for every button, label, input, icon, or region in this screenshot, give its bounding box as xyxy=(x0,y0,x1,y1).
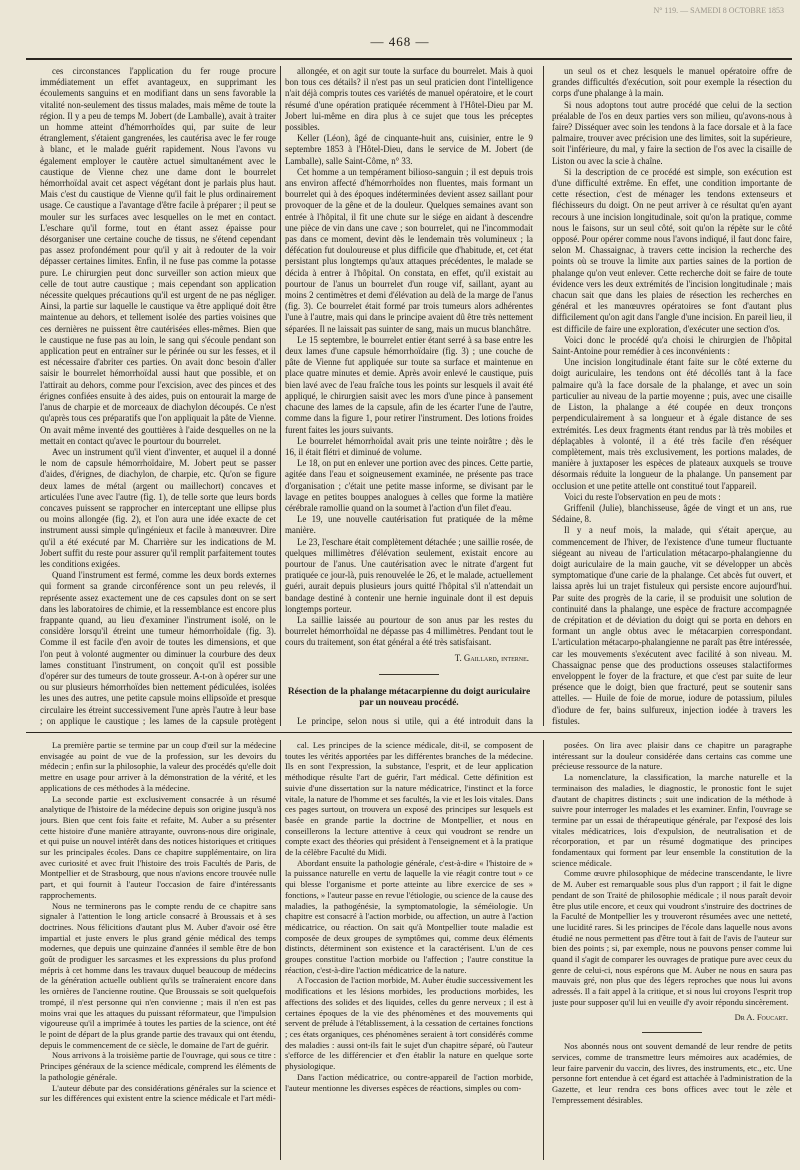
paragraph: La saillie laissée au pourtour de son anus par les restes du bourrelet hémorrhoïdal ne dépasse pas 4 millimètres. Pendant tout le cours du traitement, son état général a été très satisfaisant. xyxy=(285,614,533,648)
paragraph: Nous ne terminerons pas le compte rendu de ce chapitre sans signaler à l'attention le long article consacré à Broussais et à ses doctrines. Nous félicitions d'autant plus M. Auber d'avoir osé être impartial et juste envers le plus grand génie médical des temps modernes, que depuis une quinzaine d'années il semble être de bon goût de prodiguer les sarcasmes et les expressions du plus profond mépris à cet homme dans les travaux duquel beaucoup de médecins de la génération actuelle oublient qu'ils se traîneraient encore dans les ornières de l'ancienne routine. Que Broussais se soit quelquefois trompé, il n'est personne qui n'en convienne ; mais il n'en est pas moins vrai que les attaques du puissant réformateur, que l'impulsion vigoureuse qu'il a imprimée à toutes les parties de la science, ont été le point de départ de la plus grande partie des travaux qui ont étendu, depuis le commencement de ce siècle, le domaine de l'art de guérir. xyxy=(40,900,276,1050)
column-divider xyxy=(543,740,544,1160)
review-column-3 xyxy=(552,740,792,1160)
article-heading: Résection de la phalange métacarpienne du doigt auriculaire par un nouveau procédé. xyxy=(287,686,531,709)
paragraph: Le bourrelet hémorrhoïdal avait pris une teinte noirâtre ; dès le 16, il était flétri et diminué de volume. xyxy=(285,435,533,457)
column-divider xyxy=(543,66,544,726)
article-column-3 xyxy=(552,66,792,726)
paragraph: Keller (Léon), âgé de cinquante-huit ans, cuisinier, entre le 9 septembre 1853 à l'Hôtel-Dieu, dans le service de M. Jobert (de Lamballe), salle Saint-Côme, n° 33. xyxy=(285,133,533,166)
notice-paragraph: Nos abonnés nous ont souvent demandé de leur rendre de petits services, comme de transmettre leurs mémoires aux académies, de leur faire parvenir du vaccin, des livres, des instruments, etc., etc. Une personne fort entendue à cet égard est attachée à l'administration de la Gazette, et leur rendra ces bons offices avec tout le zèle et l'empressement désirables. xyxy=(552,1041,792,1105)
page-number: — 468 — xyxy=(370,34,430,49)
paragraph: Si nous adoptons tout autre procédé que celui de la section préalable de l'os en deux parties vers son milieu, qu'avons-nous à faire? Disséquer avec soin les tendons à la face dorsale et à la face palmaire, trouver avec précision une des limites, soit la supérieure, soit l'inférieure, du mal, y faire la section de l'os avec la cisaille de Liston ou avec la scie à chaîne. xyxy=(552,99,792,166)
top-rule xyxy=(26,58,792,60)
paragraph: Le 19, une nouvelle cautérisation fut pratiquée de la même manière. xyxy=(285,514,533,536)
paragraph: L'auteur débute par des considérations générales sur la science et sur les différences qui existent entre la science médicale et l'art médi- xyxy=(40,1082,276,1104)
header-mark-right: N° 119. — SAMEDI 8 OCTOBRE 1853 xyxy=(653,6,784,15)
column-divider xyxy=(280,740,281,1160)
feuilleton-rule xyxy=(26,732,792,733)
section-separator xyxy=(642,1032,702,1033)
paragraph: ces circonstances l'application du fer rouge procure immédiatement un effet avantageux, en supprimant les écoulements sanguins et en modifiant dans un sens favorable la vitalité non-seulement des tissus malades, mais même de toute la région. Il y a peu de temps M. Jobert (de Lamballe), avait à traiter un homme atteint d'hémorrhoïdes qui, par suite de leur étranglement, s'étaient gangrenées, les cautérisa avec le fer rouge à blanc, et le malade guérit rapidement. Nous l'avons vu également employer le cautère actuel simultanément avec le caustique de Vienne chez une dame dont le bourrelet hémorrhoïdal avait cet aspect végétant dont je parlais plus haut. Mais c'est du caustique de Vienne qu'il fait le plus ordinairement usage. Ce caustique a l'avantage d'être facile à préparer ; il peut se mouler sur les surfaces avec lesquelles on le met en contact. L'eschare qu'il forme, tout en étant assez épaisse pour désorganiser une certaine couche de tissus, ne s'étend cependant pas assez profondément pour qu'il y ait à redouter de la voir dépasser certaines limites. Enfin, il ne fuse pas comme la potasse pure. Le chirurgien peut donc surveiller son action mieux que celle de tout autre caustique ; mais cependant son application nécessite quelques précautions qu'il est urgent de ne pas négliger. Ainsi, la partie sur laquelle le caustique va être appliqué doit être maintenue au dehors, et tellement isolée des parties voisines que ces dernières ne puissent être cautérisées elles-mêmes. Bien que le caustique ne fuse pas au loin, le sang qui s'écoule pendant son application peut en entraîner sur le périnée ou sur les fesses, et il est nécessaire d'abriter ces parties. On avait donc besoin d'aller saisir le bourrelet hémorrhoïdal aussi haut que possible, et on l'attirait au dehors, comme pour l'excision, avec des pinces et des érignes confiées ensuite à des aides, puis on entourait la marge de l'anus de charpie et de morceaux de diachylon découpés. Ce n'est qu'après tous ces préparatifs que l'on appliquait la pâte de Vienne. On avait même inventé des gouttières à l'aide desquelles on ne la mettait en contact qu'avec le pourtour du bourrelet. xyxy=(40,66,276,446)
paragraph: Nous arrivons à la troisième partie de l'ouvrage, qui sous ce titre : Principes généraux de la science médicale, comprend les éléments de la pathologie générale. xyxy=(40,1050,276,1082)
review-signature: Dr A. Foucart. xyxy=(734,1011,788,1022)
article-signature: T. Gaillard, interne. xyxy=(454,652,529,663)
article-column-2 xyxy=(285,66,533,726)
review-column-2 xyxy=(285,740,533,1160)
paragraph: La première partie se termine par un coup d'œil sur la médecine envisagée au point de vue de la profession, sur les devoirs du médecin ; enfin sur la philosophie, la valeur des procédés qu'elle doit mettre en usage pour arriver à la démonstration de la vérité, et les applications de ces méthodes à la médecine. xyxy=(40,740,276,793)
paragraph: La seconde partie est exclusivement consacrée à un résumé analytique de l'histoire de la médecine depuis son origine jusqu'à nos jours. Bien que cent fois faite et refaite, M. Auber a su présenter cette histoire d'une manière attrayante, ouvrons-nous dire originale, et qui puise un nouvel intérêt dans des notices historiques et critiques sur les principales écoles. Dans ce chapitre supplémentaire, on lira avec curiosité et avec fruit l'histoire des trois Facultés de Paris, de Montpellier et de Strasbourg, que nous n'avions encore trouvée nulle part, et qui fournit à l'auteur l'occasion de faire d'intéressants rapprochements. xyxy=(40,793,276,900)
paragraph: Griffenil (Julie), blanchisseuse, âgée de vingt et un ans, rue Sédaine, 8. xyxy=(552,502,792,525)
column-divider xyxy=(280,66,281,726)
paragraph: Voici donc le procédé qu'a choisi le chirurgien de l'hôpital Saint-Antoine pour remédier à ces inconvénients : xyxy=(552,334,792,357)
paragraph: Si la description de ce procédé est simple, son exécution est d'une difficulté extrême. En effet, une condition importante de cette résection, c'est de ménager les tendons extenseurs et fléchisseurs du doigt. On ne peut arriver à ce résultat qu'en ayant recours à une incision longitudinale, soit qu'on la pratique, comme nous le faisons, sur un seul côté, soit qu'on la répète sur le côté opposé. Pour opérer comme nous l'avons indiqué, il faut donc faire, selon M. Chassaignac, à travers cette incision la recherche des points où se trouve la limite aux parties saines de la portion de phalange qu'on veut enlever. Cette recherche doit se faire de toute évidence vers les deux extrémités de l'incision longitudinale ; mais chacun sait que dans les plaies de résection les recherches en général et les manœuvres opératoires se font d'autant plus difficilement qu'on agit dans l'angle d'une incision. En pareil lieu, il est difficile de faire une exploration, d'exécuter une section d'os. xyxy=(552,166,792,334)
paragraph: Voici du reste l'observation en peu de mots : xyxy=(564,491,721,502)
paragraph: Avec un instrument qu'il vient d'inventer, et auquel il a donné le nom de capsule hémorrhoïdaire, M. Jobert peut se passer d'aides, d'érignes, de diachylon, de charpie, etc. Qu'on se figure deux lames de métal (argent ou maillechort) concaves et articulées l'une avec l'autre (fig. 1), de telle sorte que leurs bords concaves puissent se rapprocher en interceptant une ellipse plus ou moins allongée (fig. 2), et l'on aura une idée exacte de cet instrument aussi simple qu'ingénieux et facile à manœuvrer. Dire qu'il a été exécuté par M. Charrière sur les indications de M. Jobert suffit du reste pour assurer qu'il remplit parfaitement toutes les conditions exigées. xyxy=(40,446,276,569)
paragraph: La nomenclature, la classification, la marche naturelle et la terminaison des maladies, le diagnostic, le pronostic font le sujet d'autant de chapitres distincts ; suit une indication de la méthode à suivre pour interroger les malades et les examiner. Enfin, l'ouvrage se termine par un essai de thérapeutique générale, par l'exposé des lois vitales médicatrices, lois d'expulsion, de neutralisation et de récorporation, et par un résumé dogmatique des principes fondamentaux qui forment par leur ensemble la constitution de la science médicale. xyxy=(552,772,792,868)
paragraph: Le principe, selon nous si utile, qui a été introduit dans la xyxy=(297,715,533,726)
paragraph: Cet homme a un tempérament bilioso-sanguin ; il est depuis trois ans environ affecté d'hémorrhoïdes non fluentes, mais formant un bourrelet qui à des époques indéterminées devient assez saillant pour provoquer de la gêne et de la douleur. Quelques semaines avant son entrée à l'hôpital, il fit une chute sur le siége en aidant à descendre une pièce de vin dans une cave ; son bourrelet, qui ne l'incommodait pas dans ce moment, devint dès le lendemain très volumineux ; la défécation fut douloureuse et plus difficile que d'habitude, et, cet état persistant plus longtemps qu'aux attaques précédentes, le malade se décida à entrer à l'hôpital. On constata, en effet, qu'il existait au pourtour de l'anus un bourrelet d'un rouge vif, saillant, ayant au moins 2 centimètres et demi d'élévation au delà de la marge de l'anus (fig. 3). Ce bourrelet était formé par trois tumeurs alors adhérentes l'une à l'autre, mais qui dans le principe avaient dû être très nettement séparées. Il ne laissait pas suinter de sang, mais un mucus blanchâtre. xyxy=(285,166,533,334)
paragraph: cal. Les principes de la science médicale, dit-il, se composent de toutes les vérités apportées par les différentes branches de la médecine. Ils en sont l'expression, la substance, l'esprit, et de leur application méthodique résulte l'art de guérir, l'art médical. Cette définition est suivie d'une dissertation sur la nature médicatrice, l'instinct et la force vitale, la nature de l'homme et ses facultés, la vie et les lois vitales. Dans ces pages surtout, on trouvera un exposé des principes sur lesquels est basée en grande partie la doctrine de Montpellier, et nous en conseillerons la lecture attentive à ceux qui voudront se rendre un compte exact des théories qui président à l'enseignement et à la pratique de la célèbre Faculté du Midi. xyxy=(285,740,533,858)
paragraph: Le 15 septembre, le bourrelet entier étant serré à sa base entre les deux lames d'une capsule hémorrhoïdaire (fig. 3) ; une couche de pâte de Vienne fut appliquée sur toute sa surface et maintenue en place quatre minutes et demie. Après avoir enlevé le caustique, puis bien lavé avec de l'eau fraîche tous les points sur lesquels il avait été appliqué, le chirurgien saisit avec les mors d'une pince à pansement chacune des lames de la capsule, afin de les écarter l'une de l'autre, comme dans la figure 1, pour retirer l'instrument. Des lotions froides furent faites les jours suivants. xyxy=(285,334,533,435)
paragraph: Le 18, on put en enlever une portion avec des pinces. Cette partie, agitée dans l'eau et soigneusement examinée, ne présente pas trace d'organisation ; c'était une petite masse informe, se divisant par le lavage en petites bouppes analogues à celles que forme la matière cérébrale ramollie quand on la soumet à l'action d'un filet d'eau. xyxy=(285,458,533,513)
review-column-1 xyxy=(40,740,276,1160)
section-separator xyxy=(379,674,439,675)
paragraph: Quand l'instrument est fermé, comme les deux bords externes qui forment sa grande circonférence sont un peu relevés, il représente assez exactement une de ces capsules dont on se sert dans les laboratoires de chimie, et la ressemblance est encore plus frappante quand, au lieu d'examiner l'instrument isolé, on le considère lorsqu'il étreint une tumeur hémorrhoïdale (fig. 3). Comme il est facile d'en avoir de toutes les dimensions, et que l'on peut à volonté augmenter ou diminuer la courbure des deux lames constituant l'instrument, on conçoit qu'il est possible d'opérer sur des tumeurs de toute grosseur. A-t-on à opérer sur une ou sur plusieurs hémorrhoïdes bien nettement pédiculées, isolées les unes des autres, une petite capsule moins ellipsoïde et presque circulaire les étreint successivement l'une après l'autre à leur base ; on applique le caustique ; les lames de la capsule protègent xyxy=(40,570,276,726)
paragraph: allongée, et on agit sur toute la surface du bourrelet. Mais à quoi bon tous ces détails? il n'est pas un seul praticien dont l'intelligence n'ait déjà compris toutes ces variétés de manuel opératoire, et le court résumé d'une opération pratiquée récemment à l'Hôtel-Dieu par M. Jobert lui-même en dira plus à ce sujet que tous les préceptes possibles. xyxy=(285,66,533,133)
paragraph: Le 23, l'eschare était complètement détachée ; une saillie rosée, de quelques millimètres d'élévation seulement, existait encore au pourtour de l'anus. Une cautérisation avec le nitrate d'argent fut pratiquée ce jour-là, puis renouvelée le 26, et le malade, actuellement guéri, aurait depuis plusieurs jours quitté l'hôpital s'il n'attendait un bandage destiné à contenir une hernie inguinale dont il est depuis longtemps porteur. xyxy=(285,536,533,614)
paragraph: Une incision longitudinale étant faite sur le côté externe du doigt auriculaire, les tendons ont été décollés tant à la face palmaire qu'à la face dorsale de la phalange, et avec un soin particulier au niveau de la partie moyenne ; puis, avec une cisaille de Liston, la phalange a été coupée en deux tronçons perpendiculairement à sa longueur et à égale distance de ses extrémités. Les deux fragments étant rendus par là très mobiles et déplaçables à volonté, il a été très facile d'en réséquer complètement, mais très exclusivement, les portions malades, de manière à juxtaposer les espèces de plateaux auxquels se trouve désormais réduite la longueur de la phalange. Un pansement par occlusion et une petite attelle ont constitué tout l'appareil. xyxy=(552,357,792,491)
paragraph: Abordant ensuite la pathologie générale, c'est-à-dire « l'histoire de » la puissance naturelle en vertu de laquelle la vie réagit contre tout » ce qui blesse l'organisme et porte atteinte au libre exercice de ses » fonctions, » l'auteur passe en revue l'étiologie, ou science de la cause des maladies, la pathogénésie, la symptomatologie, la séméiologie. Un chapitre est consacré à l'action morbide, ou affection, un autre à l'action médicatrice, ou réaction. On sait qu'à Montpellier toute maladie est composée de deux groupes de symptômes qui, comme deux éléments distincts, déterminent son existence et la caractérisent. L'un de ces groupes constitue l'action morbide ou l'affection ; l'autre constitue la réaction, c'est-à-dire l'action médicatrice de la nature. xyxy=(285,857,533,975)
paragraph: Comme œuvre philosophique de médecine transcendante, le livre de M. Auber est remarquable sous plus d'un rapport ; il fait le digne pendant de son Traité de philosophie médicale ; il nous paraît devoir être plus utile encore, et ceux qui voudront s'instruire des doctrines de la Faculté de Montpellier les y trouveront résumées avec une netteté, une lucidité rares. Si les principes de l'école dans laquelle nous avons étudié ne nous permettent pas d'être tout à fait de l'avis de l'auteur sur bien des points ; si, par exemple, nous ne pouvons penser comme lui quand il s'agit de comparer les ouvrages de pratique pure avec ceux du genre de celui-ci, nous espérons que M. Auber ne nous en saura pas mauvais gré, non plus que des légers reproches que nous lui avons adressés. Il a fait appel à la critique, et si nous lui croyons l'esprit trop juste pour supposer qu'il lui en veuille d'y avoir répondu sincèrement. xyxy=(552,868,792,1007)
article-column-1 xyxy=(40,66,276,726)
paragraph: Dans l'action médicatrice, ou contre-appareil de l'action morbide, l'auteur mentionne les diverses espèces de réactions, simples ou com- xyxy=(285,1071,533,1093)
paragraph: posées. On lira avec plaisir dans ce chapitre un paragraphe intéressant sur la douleur considérée dans certains cas comme une précieuse ressource de la nature. xyxy=(552,740,792,772)
paragraph: Il y a neuf mois, la malade, qui s'était aperçue, au commencement de l'hiver, de l'existence d'une tumeur fluctuante siégeant au niveau de l'articulation métacarpo-phalangienne du doigt auriculaire de la main gauche, vit se développer un abcès symptomatique d'une carie de la phalange. Cet abcès fut ouvert, et laissa après lui un trajet fistuleux qui persiste encore aujourd'hui. Par suite des progrès de la carie, il se produisit une solution de continuité dans la phalange, une espèce de fracture accompagnée de crépitation et de déviation du doigt qui se porta en dehors en formant un angle obtus avec le métacarpien correspondant. L'articulation métacarpo-phalangienne ne paraît pas être intéressée, car les mouvements s'exécutent avec facilité à son niveau. M. Chassaignac pense que des productions osseuses stalactiformes enveloppent le foyer de la fracture, et que c'est par suite de leur présence que le doigt, bien que fracturé, peut se soutenir sans attelles. — Huile de foie de morue, iodure de potassium, pilules d'iodure de fer, bains sulfureux, injection iodée à travers les fistules. xyxy=(552,525,792,726)
paragraph: un seul os et chez lesquels le manuel opératoire offre de grandes difficultés d'exécution, soit pour exemple la résection du corps d'une phalange à la main. xyxy=(552,66,792,99)
paragraph: A l'occasion de l'action morbide, M. Auber étudie successivement les modifications et les lésions morbides, les productions morbides, les affections des solides et des liquides, celles du genre nerveux ; il est à certaines époques de la vie des phénomènes et des mouvements qui servent de prélude à l'établissement, à la cessation de certaines fonctions ; ces états organiques, ces phénomènes seraient à tort considérés comme des maladies : aussi ont-ils fait le sujet d'un chapitre séparé, où l'auteur s'efforce de les différencier et d'en établir la nature en quelque sorte physiologique. xyxy=(285,975,533,1072)
